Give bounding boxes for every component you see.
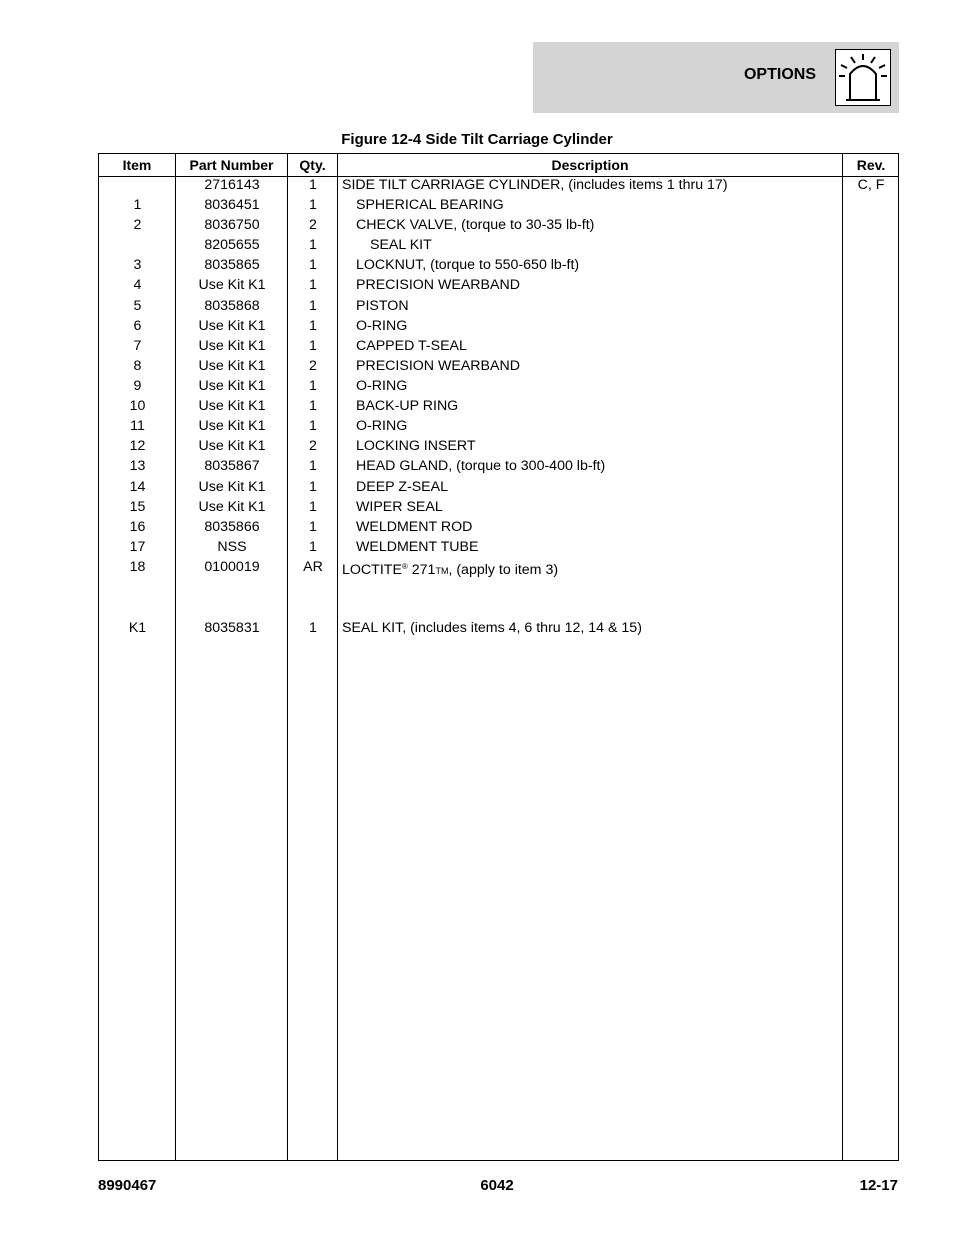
part-number: Use Kit K1 (198, 338, 266, 354)
description: O-RING (356, 418, 408, 434)
header-part-number: Part Number (189, 157, 274, 173)
section-title: OPTIONS (743, 66, 816, 83)
quantity: 1 (309, 237, 317, 253)
description: CHECK VALVE, (torque to 30-35 lb-ft) (356, 217, 595, 233)
quantity: 2 (309, 217, 317, 233)
quantity: AR (303, 559, 323, 575)
header-description: Description (551, 157, 629, 173)
item-number: 5 (133, 298, 142, 314)
item-number: 8 (133, 358, 142, 374)
quantity: 1 (309, 479, 317, 495)
quantity: 1 (309, 519, 317, 535)
part-number: 2716143 (204, 177, 260, 193)
description: WELDMENT ROD (356, 519, 473, 535)
description: SPHERICAL BEARING (356, 197, 504, 213)
table-row (99, 517, 898, 537)
item-number: 10 (129, 398, 146, 414)
item-number: 14 (129, 479, 146, 495)
part-number: Use Kit K1 (198, 378, 266, 394)
table-row (99, 235, 898, 255)
description: BACK-UP RING (356, 398, 459, 414)
part-number: Use Kit K1 (198, 499, 266, 515)
quantity: 1 (309, 458, 317, 474)
item-number: 16 (129, 519, 146, 535)
footer-document-number: 8990467 (98, 1177, 157, 1194)
part-number: 8205655 (204, 237, 260, 253)
description: DEEP Z-SEAL (356, 479, 448, 495)
item-number: 4 (133, 277, 142, 293)
description: SEAL KIT (370, 237, 432, 253)
parts-table (98, 153, 899, 1161)
quantity: 2 (309, 358, 317, 374)
description: CAPPED T-SEAL (356, 338, 467, 354)
part-number: 0100019 (204, 559, 260, 575)
part-number: Use Kit K1 (198, 438, 266, 454)
item-number: 11 (130, 418, 145, 434)
warning-light-icon (835, 49, 891, 106)
table-row (99, 195, 898, 215)
quantity: 1 (309, 197, 317, 213)
table-row (99, 296, 898, 316)
table-row (99, 416, 898, 436)
quantity: 1 (309, 398, 317, 414)
item-number: 17 (129, 539, 146, 555)
quantity: 1 (309, 257, 317, 273)
part-number: 8036451 (204, 197, 260, 213)
quantity: 1 (309, 177, 317, 193)
description-text: 271 (407, 562, 436, 578)
quantity: 1 (309, 318, 317, 334)
part-number: Use Kit K1 (198, 358, 266, 374)
header-item: Item (122, 157, 152, 173)
revision: C, F (857, 177, 885, 193)
description: PRECISION WEARBAND (356, 277, 520, 293)
description: SEAL KIT, (includes items 4, 6 thru 12, 14 & 15) (342, 620, 642, 636)
part-number: Use Kit K1 (198, 277, 266, 293)
part-number: 8035865 (204, 257, 260, 273)
item-number: 2 (133, 217, 142, 233)
description: O-RING (356, 318, 408, 334)
item-number: 12 (129, 438, 146, 454)
figure-title: Figure 12-4 Side Tilt Carriage Cylinder (341, 131, 613, 148)
footer-model-number: 6042 (480, 1177, 514, 1194)
part-number: 8035866 (204, 519, 260, 535)
item-number: 13 (129, 458, 146, 474)
table-row (99, 215, 898, 235)
description: WELDMENT TUBE (356, 539, 479, 555)
part-number: 8036750 (204, 217, 260, 233)
item-number: 18 (129, 559, 146, 575)
table-row (99, 336, 898, 356)
table-row (99, 557, 898, 577)
registered-mark: ® (401, 562, 408, 571)
description: WIPER SEAL (356, 499, 443, 515)
item-number: K1 (128, 620, 147, 636)
table-row (99, 436, 898, 456)
quantity: 1 (309, 418, 317, 434)
description: LOCKNUT, (torque to 550-650 lb-ft) (356, 257, 580, 273)
quantity: 2 (309, 438, 317, 454)
table-row (99, 537, 898, 557)
trademark-mark: TM (435, 566, 449, 576)
table-row (99, 618, 898, 638)
table-row (99, 255, 898, 275)
description: PRECISION WEARBAND (356, 358, 520, 374)
table-row (99, 175, 898, 195)
table-row (99, 376, 898, 396)
quantity: 1 (309, 620, 317, 636)
item-number: 7 (133, 338, 142, 354)
part-number: Use Kit K1 (198, 318, 266, 334)
table-row (99, 456, 898, 476)
table-row (99, 396, 898, 416)
header-rev: Rev. (856, 157, 886, 173)
description (342, 557, 842, 581)
part-number: 8035831 (204, 620, 260, 636)
part-number: Use Kit K1 (198, 479, 266, 495)
quantity: 1 (309, 539, 317, 555)
description: SIDE TILT CARRIAGE CYLINDER, (includes items 1 thru 17) (342, 177, 728, 193)
item-number: 15 (129, 499, 146, 515)
description: O-RING (356, 378, 408, 394)
description-text: , (apply to item 3) (448, 562, 559, 578)
item-number: 3 (133, 257, 142, 273)
quantity: 1 (309, 499, 317, 515)
quantity: 1 (309, 298, 317, 314)
description: LOCKING INSERT (356, 438, 476, 454)
description: PISTON (356, 298, 409, 314)
table-row (99, 356, 898, 376)
section-banner (533, 42, 899, 113)
table-row (99, 316, 898, 336)
table-row (99, 477, 898, 497)
quantity: 1 (309, 338, 317, 354)
part-number: 8035868 (204, 298, 260, 314)
quantity: 1 (309, 378, 317, 394)
quantity: 1 (309, 277, 317, 293)
description: HEAD GLAND, (torque to 300-400 lb-ft) (356, 458, 606, 474)
table-row (99, 497, 898, 517)
footer-page-number: 12-17 (859, 1177, 898, 1194)
part-number: NSS (217, 539, 247, 555)
table-row (99, 275, 898, 295)
item-number: 9 (133, 378, 142, 394)
description-text: LOCTITE (342, 562, 402, 578)
item-number: 6 (133, 318, 142, 334)
item-number: 1 (133, 197, 142, 213)
part-number: Use Kit K1 (198, 418, 266, 434)
part-number: 8035867 (204, 458, 260, 474)
part-number: Use Kit K1 (198, 398, 266, 414)
header-qty: Qty. (299, 157, 326, 173)
